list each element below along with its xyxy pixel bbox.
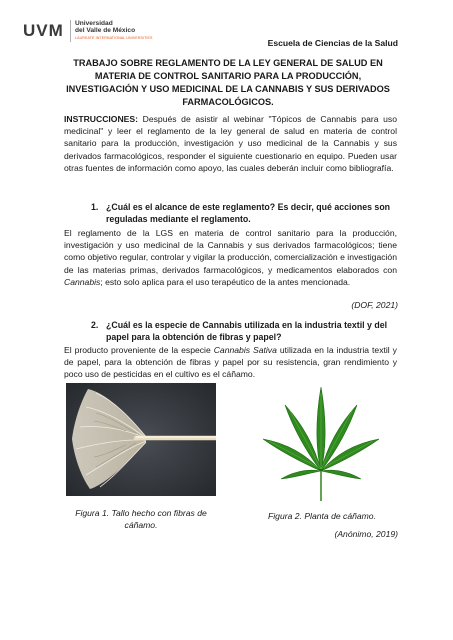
hemp-fiber-stalk-image [66, 383, 216, 496]
instructions-paragraph [64, 113, 397, 174]
logo-line-1: Universidad [75, 20, 113, 27]
figure-1-caption: Figura 1. Tallo hecho con fibras de cáñamo. [75, 508, 207, 530]
logo-mark: UVM [23, 21, 64, 40]
logo-line-2: del Valle de México [75, 27, 136, 34]
logo-wordmark [75, 20, 153, 42]
answer-2-italic: Cannabis Sativa [213, 345, 277, 355]
question-1-text: ¿Cuál es el alcance de este reglamento? Es decir, qué acciones son reguladas mediante el reglamento. [106, 202, 391, 225]
answer-2-text-b: utilizada en la industria textil y de papel, para la obtención de fibras y papel por su resistencia, gran rendimiento y poco uso de pesticidas en el cultivo es el cáñamo. [64, 345, 397, 380]
answer-1-paragraph [64, 227, 397, 288]
hemp-leaf-image [259, 381, 383, 505]
document-title: TRABAJO SOBRE REGLAMENTO DE LA LEY GENERAL DE SALUD EN MATERIA DE CONTROL SANITARIO PARA LA PRODUCCIÓN, INVESTIGACIÓN Y USO MEDICINAL DE LA CANNABIS Y SUS DERIVADOS FARMACOLÓGICOS. [66, 58, 390, 107]
question-1-number: 1. [91, 202, 99, 212]
logo-subtitle: LAUREATE INTERNATIONAL UNIVERSITIES [75, 36, 153, 40]
instructions-label: INSTRUCCIONES: [64, 114, 139, 124]
school-name: Escuela de Ciencias de la Salud [267, 38, 398, 48]
answer-1-italic: Cannabis [64, 276, 101, 287]
question-2-text: ¿Cuál es la especie de Cannabis utilizada en la industria textil y del papel para la obtención de fibras y papel? [106, 320, 388, 343]
instructions-text: Después de asistir al webinar "Tópicos de Cannabis para uso medicinal" y leer el reglamento de la ley general de salud en materia de control sanitario para la producción, investigación y uso medicinal de la Cannabis y sus derivados farmacológicos, responder el siguiente cuestionario en equipo. Pueden usar otras fuentes de información como apoyo, las cuales deberán incluir como bibliografía. [64, 114, 397, 173]
figure-2-caption: Figura 2. Planta de cáñamo. [268, 511, 376, 521]
logo-divider [70, 20, 71, 42]
citation-1: (DOF, 2021) [351, 300, 398, 310]
answer-1-text-b: ; esto solo aplica para el uso terapéutico de la antes mencionada. [100, 276, 351, 287]
answer-2-paragraph [64, 344, 397, 381]
uvm-logo [23, 19, 153, 43]
answer-1-text-a: El reglamento de la LGS en materia de control sanitario para la producción, investigación y uso medicinal de la Cannabis y sus derivados farmacológicos; tiene como objetivo regular, controlar y vigilar la producción, comercialización e investigación de las materias primas, derivados farmacológicos, y medicamentos elaborados con [64, 228, 397, 275]
answer-2-text-a: El producto proveniente de la especie [64, 345, 214, 355]
citation-2: (Anónimo, 2019) [334, 529, 398, 539]
question-2-number: 2. [91, 320, 99, 330]
